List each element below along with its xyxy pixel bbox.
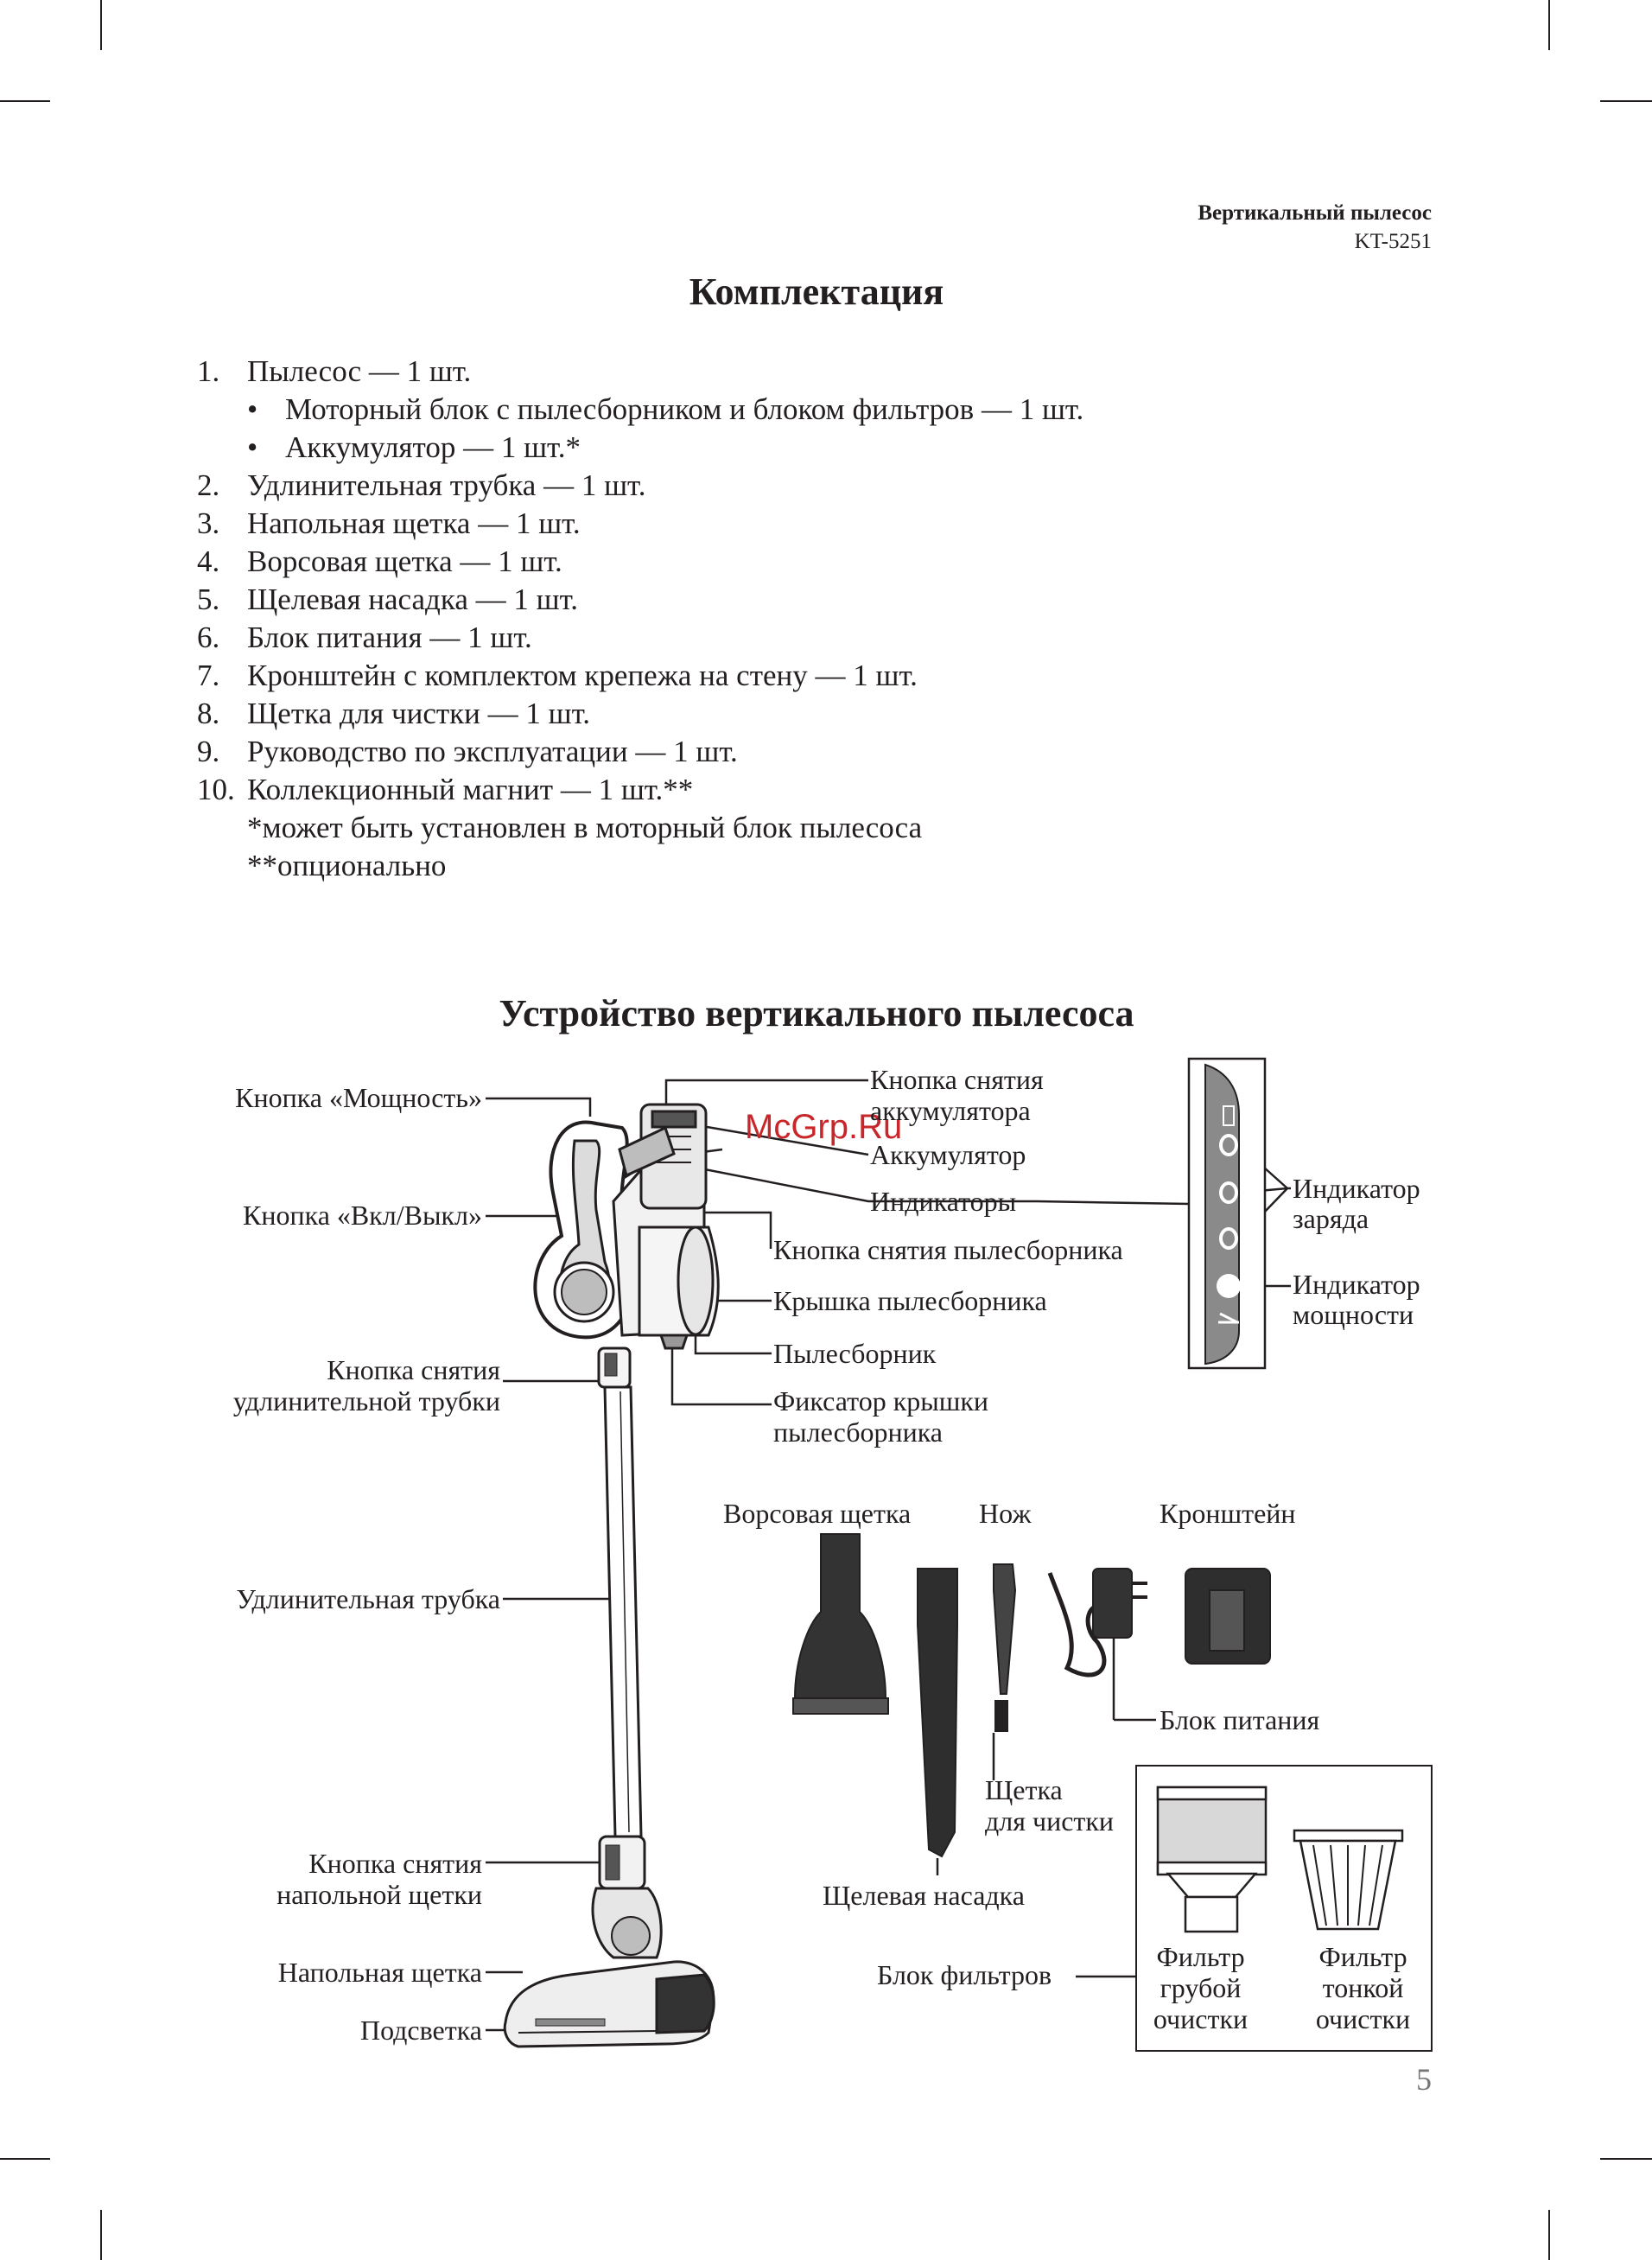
label-floor-release-1: Кнопка снятия	[308, 1848, 482, 1879]
label-latch-2: пылесборника	[773, 1416, 943, 1448]
label-battery-release-1: Кнопка снятия	[870, 1064, 1044, 1095]
label-backlight: Подсветка	[359, 2015, 482, 2046]
label-charge-ind-1: Индикатор	[1293, 1173, 1420, 1204]
label-tube-release-2: удлинительной трубки	[232, 1385, 500, 1416]
label-floor-release-2: напольной щетки	[276, 1879, 482, 1910]
label-power-supply: Блок питания	[1160, 1704, 1320, 1735]
power-supply-illustration	[1050, 1569, 1156, 1720]
label-indicators: Индикаторы	[870, 1186, 1017, 1217]
bracket-illustration	[1185, 1569, 1270, 1664]
label-power-ind-1: Индикатор	[1293, 1269, 1420, 1300]
label-coarse-3: очистки	[1153, 2003, 1249, 2034]
page-number: 5	[1416, 2062, 1432, 2097]
label-power-ind-2: мощности	[1293, 1299, 1414, 1330]
label-dust-bin: Пылесборник	[773, 1338, 937, 1369]
label-filter-block: Блок фильтров	[877, 1959, 1052, 1990]
label-battery-release-2: аккумулятора	[870, 1095, 1031, 1126]
label-tube-release-1: Кнопка снятия	[327, 1354, 500, 1385]
label-latch-1: Фиксатор крышки	[773, 1385, 989, 1416]
header-model: KT-5251	[1354, 230, 1432, 253]
label-onoff-button: Кнопка «Вкл/Выкл»	[243, 1200, 482, 1231]
label-floor-brush: Напольная щетка	[277, 1957, 482, 1988]
label-fine-3: очистки	[1315, 2003, 1411, 2034]
label-cleaning-brush-2: для чистки	[985, 1805, 1115, 1837]
label-charge-ind-2: заряда	[1293, 1203, 1369, 1234]
bristle-brush-illustration	[793, 1534, 888, 1714]
section-title-device: Устройство вертикального пылесоса	[499, 992, 1134, 1035]
label-bristle-brush: Ворсовая щетка	[723, 1498, 912, 1529]
coarse-filter-illustration	[1158, 1787, 1266, 1932]
label-bracket: Кронштейн	[1160, 1498, 1296, 1529]
header-title: Вертикальный пылесос	[1198, 201, 1432, 225]
label-fine-1: Фильтр	[1318, 1941, 1407, 1972]
vacuum-illustration	[505, 1105, 718, 2047]
label-knife: Нож	[979, 1498, 1032, 1529]
cleaning-brush-illustration	[994, 1564, 1015, 1731]
label-fine-2: тонкой	[1322, 1972, 1404, 2003]
label-battery: Аккумулятор	[870, 1139, 1026, 1170]
fine-filter-illustration	[1294, 1830, 1402, 1929]
label-bin-release: Кнопка снятия пылесборника	[773, 1234, 1123, 1265]
label-power-button: Кнопка «Мощность»	[235, 1082, 482, 1113]
label-bin-cover: Крышка пылесборника	[773, 1285, 1047, 1316]
label-crevice-tool: Щелевая насадка	[823, 1880, 1025, 1911]
label-cleaning-brush-1: Щетка	[985, 1774, 1063, 1805]
indicator-panel	[1189, 1059, 1265, 1368]
crevice-tool-illustration	[918, 1569, 957, 1856]
watermark: McGrp.Ru	[745, 1108, 903, 1146]
section-title-contents: Комплектация	[689, 271, 944, 313]
label-coarse-1: Фильтр	[1156, 1941, 1245, 1972]
label-extension-tube: Удлинительная трубка	[236, 1583, 500, 1614]
label-coarse-2: грубой	[1160, 1972, 1242, 2003]
